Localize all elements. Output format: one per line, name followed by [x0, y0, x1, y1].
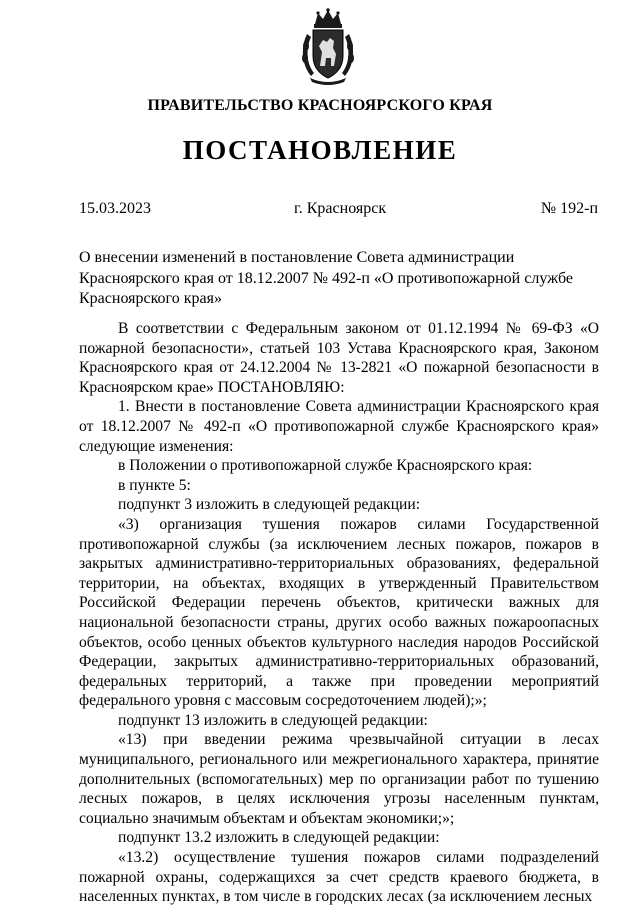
- paragraph-subpoint-13-text: «13) при введении режима чрезвычайной ситуации в лесах муниципального, регионального или межрегионального характера, принятие дополнительных (вспомогательных) мер по организации работ по тушению лесных пожаров, в целях исключения угрозы населенным пунктам, социально значимым объектам и объектам экономики;»;: [79, 731, 599, 827]
- government-title: ПРАВИТЕЛЬСТВО КРАСНОЯРСКОГО КРАЯ: [147, 97, 493, 114]
- document-city: г. Красноярск: [294, 200, 387, 217]
- paragraph-subpoint-13-2-intro: подпункт 13.2 изложить в следующей редакции:: [118, 829, 440, 847]
- document-meta: [79, 200, 598, 220]
- document-subject: О внесении изменений в постановление Совета администрации Красноярского края от 18.12.2007 № 492-п «О противопожарной службе Красноярского края»: [79, 249, 573, 307]
- document-number: № 192-п: [540, 200, 598, 217]
- paragraph-section-ref: в Положении о противопожарной службе Красноярского края:: [118, 457, 533, 475]
- coat-of-arms-icon: [298, 8, 358, 86]
- paragraph-subpoint-13-2-text: «13.2) осуществление тушения пожаров силами подразделений пожарной охраны, содержащихся за счет средств краевого бюджета, в населенных пунктах, в том числе в городских лесах (за исключением лесных: [79, 849, 599, 906]
- paragraph-subpoint-3-intro: подпункт 3 изложить в следующей редакции:: [118, 496, 421, 514]
- document-type-title: ПОСТАНОВЛЕНИЕ: [182, 135, 458, 165]
- paragraph-item-1: 1. Внести в постановление Совета администрации Красноярского края от 18.12.2007 № 492-п «О противопожарной службе Красноярского края» следующие изменения:: [79, 398, 599, 455]
- paragraph-point-5: в пункте 5:: [118, 476, 191, 494]
- document-body: [79, 319, 599, 907]
- paragraph-subpoint-3-text: «3) организация тушения пожаров силами Государственной противопожарной службы (за исключением лесных пожаров, пожаров в закрытых административно-территориальных образованиях, федеральной территории, на объектах, входящих в утвержденный Правительством Российской Федерации перечень объектов, критически важных для национальной безопасности страны, других особо важных пожароопасных объектов, особо ценных объектов культурного наследия народов Российской Федерации, закрытых административно-территориальных образований, федеральных территорий, а также при проведении мероприятий федерального уровня с массовым сосредоточением людей);»;: [79, 515, 599, 710]
- paragraph-preamble: В соответствии с Федеральным законом от 01.12.1994 № 69-ФЗ «О пожарной безопасности», статьей 103 Устава Красноярского края, Законом Красноярского края от 24.12.2004 № 13-2821 «О пожарной безопасности в Красноярском крае» ПОСТАНОВЛЯЮ:: [79, 320, 599, 396]
- paragraph-subpoint-13-intro: подпункт 13 изложить в следующей редакции:: [118, 711, 428, 729]
- document-date: 15.03.2023: [79, 200, 151, 217]
